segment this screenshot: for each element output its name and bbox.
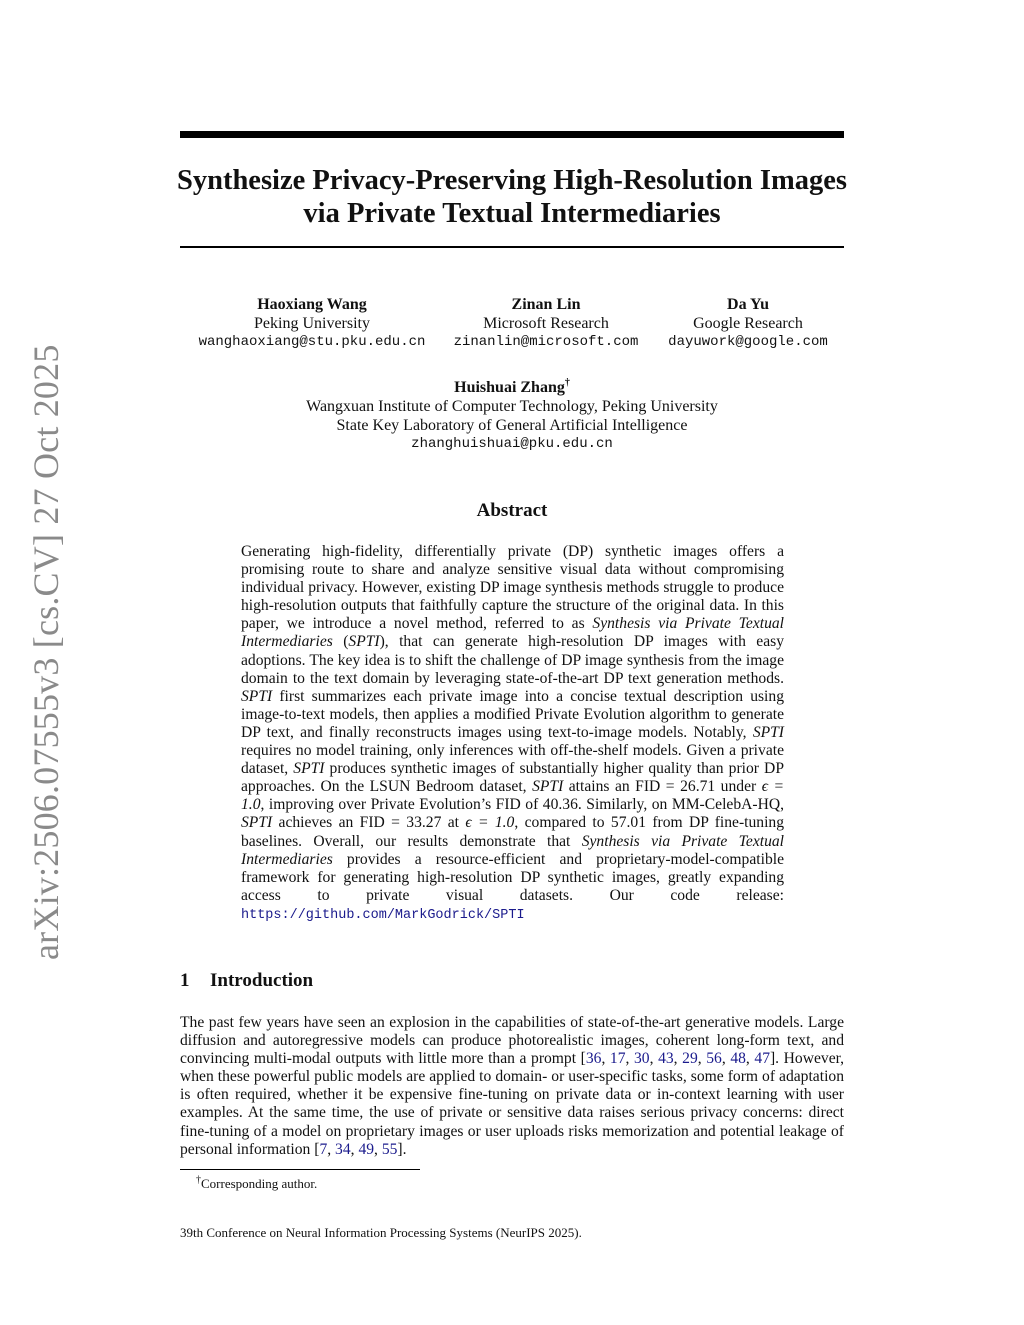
abstract-segment: , improving over Private Evolution’s FID of 40.36. Similarly, on MM-CelebA-HQ, bbox=[260, 796, 784, 814]
intro-segment: ]. bbox=[397, 1140, 407, 1158]
citation-link[interactable]: 43 bbox=[658, 1050, 674, 1068]
citation-link[interactable]: 36 bbox=[585, 1050, 602, 1068]
code-release-link[interactable]: https://github.com/MarkGodrick/SPTI bbox=[241, 907, 525, 923]
citation-link[interactable]: 7 bbox=[319, 1140, 328, 1158]
author-name bbox=[212, 378, 812, 397]
citation-link[interactable]: 30 bbox=[634, 1050, 650, 1068]
abstract-segment: , compared to 57.01 from DP fine-tuning baselines. Overall, our results demonstrate that bbox=[241, 814, 785, 850]
intro-segment: ]. However, when these powerful public models are applied to domain- or user-specific tasks, some form of adaptation is often required, whether it be expensive fine-tuning on private data or in-context learning with user examples. At the same time, the use of private or sensitive data raises serious privacy concerns: direct fine-tuning of a model on proprietary images or user uploads risks memorization and potential leakage of personal information [ bbox=[180, 1050, 845, 1158]
abstract-segment: produces synthetic images of substantially higher quality than prior DP approaches. On the LSUN Bedroom dataset, bbox=[241, 760, 784, 796]
method-acronym: SPTI bbox=[532, 778, 564, 796]
author-block-1 bbox=[180, 295, 444, 352]
author-email: zinanlin@microsoft.com bbox=[453, 334, 639, 350]
citation-link[interactable]: 55 bbox=[381, 1140, 398, 1158]
method-acronym: SPTI bbox=[348, 633, 380, 651]
title-bottom-rule bbox=[180, 246, 844, 248]
citation-link[interactable]: 29 bbox=[682, 1050, 698, 1068]
author-affiliation: Wangxuan Institute of Computer Technology, Peking University bbox=[306, 398, 718, 415]
title-line-2: via Private Textual Intermediaries bbox=[303, 198, 721, 229]
abstract-segment: requires no model training, only inferences with off-the-shelf models. Given a private dataset, bbox=[241, 742, 784, 778]
epsilon-value: ϵ = 1.0 bbox=[465, 814, 515, 832]
author-affiliation: Google Research bbox=[693, 315, 803, 332]
author-email: zhanghuishuai@pku.edu.cn bbox=[411, 436, 613, 452]
author-email: dayuwork@google.com bbox=[668, 334, 828, 350]
section-title: Introduction bbox=[210, 970, 314, 991]
citation-link[interactable]: 17 bbox=[609, 1050, 626, 1068]
abstract-heading: Abstract bbox=[476, 500, 548, 521]
section-heading-introduction bbox=[180, 970, 313, 992]
author-name: Zinan Lin bbox=[511, 296, 581, 313]
method-acronym: SPTI bbox=[241, 687, 273, 705]
citation-link[interactable]: 56 bbox=[706, 1050, 722, 1068]
method-acronym: SPTI bbox=[752, 723, 784, 741]
citation-link[interactable]: 49 bbox=[358, 1140, 375, 1158]
title-line-1: Synthesize Privacy-Preserving High-Resolution Images bbox=[177, 165, 847, 196]
method-name-emphasis: Synthesis via Private Textual Intermediaries bbox=[241, 615, 784, 651]
author-name-text: Huishuai Zhang bbox=[454, 379, 565, 396]
title-top-rule bbox=[180, 131, 844, 138]
abstract-segment: achieves an FID = 33.27 at bbox=[272, 814, 466, 832]
footnote-text: Corresponding author. bbox=[201, 1176, 318, 1191]
footnote-rule bbox=[180, 1169, 420, 1170]
citation-link[interactable]: 47 bbox=[754, 1050, 770, 1068]
abstract-segment: Generating high-fidelity, differentially private (DP) synthetic images offers a promising route to share and analyze sensitive visual data without compromising individual privacy. However, existing DP image synthesis methods struggle to produce high-resolution outputs that faithfully capture the structure of the original data. In this paper, we introduce a novel method, referred to as bbox=[241, 543, 784, 633]
paper-title bbox=[150, 164, 874, 230]
author-affiliation: Peking University bbox=[254, 315, 370, 332]
footnote bbox=[196, 1176, 317, 1192]
author-block-4 bbox=[212, 378, 812, 454]
author-name: Da Yu bbox=[727, 296, 769, 313]
author-affiliation: State Key Laboratory of General Artificial Intelligence bbox=[336, 417, 688, 434]
author-name: Haoxiang Wang bbox=[257, 296, 367, 313]
method-acronym: SPTI bbox=[241, 814, 273, 832]
abstract-segment: ( bbox=[332, 633, 349, 651]
method-acronym: SPTI bbox=[293, 760, 325, 778]
epsilon-value: ϵ = 1.0 bbox=[241, 778, 784, 814]
abstract-segment: provides a resource-efficient and proprietary-model-compatible framework for generating high-resolution DP synthetic images, greatly expanding access to private visual datasets. Our code release: bbox=[241, 850, 784, 904]
abstract-text bbox=[241, 543, 784, 925]
author-email: wanghaoxiang@stu.pku.edu.cn bbox=[198, 334, 426, 350]
author-affiliation: Microsoft Research bbox=[483, 315, 609, 332]
introduction-paragraph: The past few years have seen an explosion in the capabilities of state-of-the-art generative models. Large diffusion and autoregressive models can produce photorealistic images, coherent long-form text, and convincing multi-modal outputs with little more than a prompt [36, 17, 30, 43, 29, 56, 48, 47]. However, when these powerful public models are applied to domain- or user-specific tasks, some form of adaptation is often required, whether it be expensive fine-tuning on private data or in-context learning with user examples. At the same time, the use of private or sensitive data raises serious privacy concerns: direct fine-tuning of a model on proprietary images or user uploads risks memorization and potential leakage of personal information [7, 34, 49, 55]. bbox=[180, 1014, 845, 1158]
author-block-3 bbox=[652, 295, 844, 352]
author-block-2 bbox=[440, 295, 652, 352]
method-name-emphasis: Synthesis via Private Textual Intermediaries bbox=[241, 832, 784, 868]
corresponding-author-mark: † bbox=[564, 377, 570, 389]
abstract-segment: ), that can generate high-resolution DP images with easy adoptions. The key idea is to shift the challenge of DP image synthesis from the image domain to the text domain by leveraging state-of-the-art DP text generation methods. bbox=[241, 633, 784, 687]
section-number: 1 bbox=[180, 970, 190, 991]
abstract-segment: first summarizes each private image into a concise textual description using image-to-text models, then applies a modified Private Evolution algorithm to generate DP text, and finally reconstructs images using text-to-image models. Notably, bbox=[241, 687, 784, 741]
intro-segment: The past few years have seen an explosion in the capabilities of state-of-the-art generative models. Large diffusion and autoregressive models can produce photorealistic images, coherent long-form text, and convincing multi-modal outputs with little more than a prompt [ bbox=[180, 1014, 844, 1068]
citation-link[interactable]: 34 bbox=[335, 1140, 351, 1158]
footnote-mark: † bbox=[196, 1174, 201, 1186]
arxiv-identifier-stamp: arXiv:2506.07555v3 [cs.CV] 27 Oct 2025 bbox=[26, 344, 66, 960]
abstract-segment: attains an FID = 26.71 under bbox=[563, 778, 762, 796]
citation-link[interactable]: 48 bbox=[730, 1050, 746, 1068]
venue-line: 39th Conference on Neural Information Processing Systems (NeurIPS 2025). bbox=[180, 1225, 582, 1240]
